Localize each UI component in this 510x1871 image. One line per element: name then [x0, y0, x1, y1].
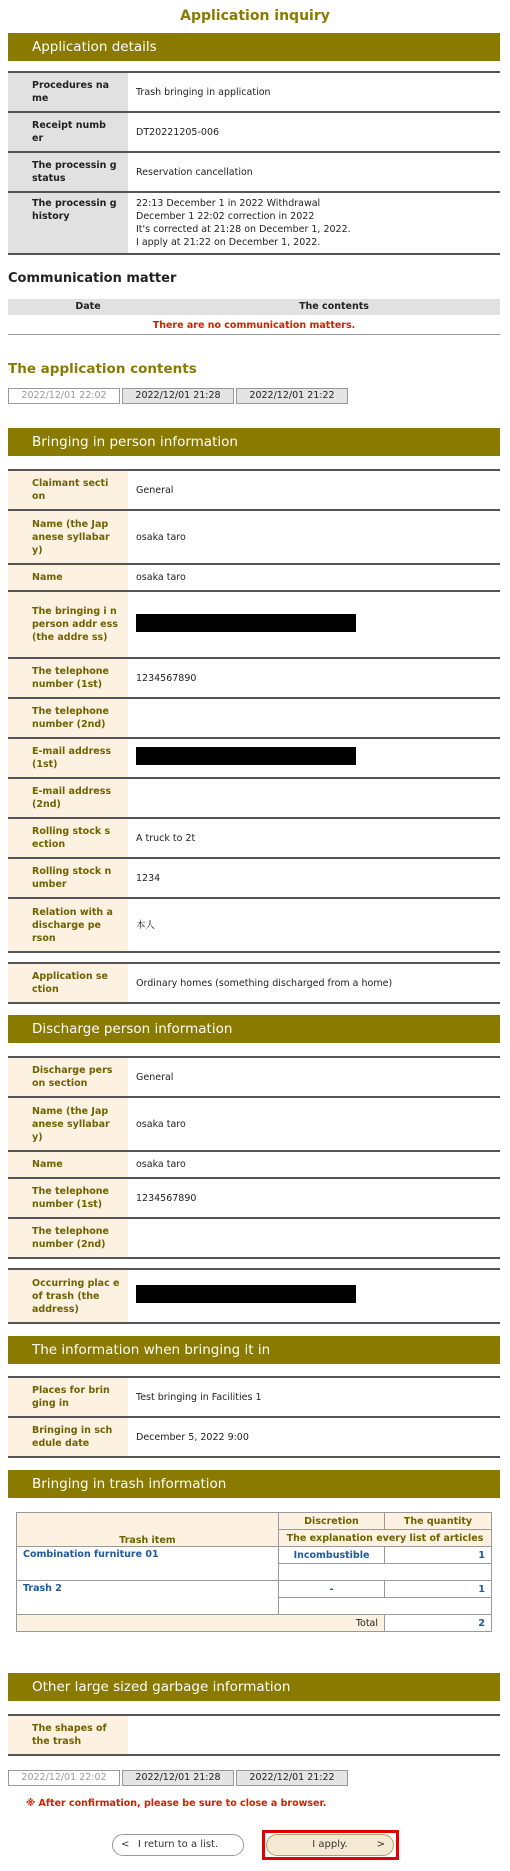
processing-history-value: 22:13 December 1 in 2022 Withdrawal December 1 22:02 correction in 2022 It's corrected at 21:28 on December 1, 2022. I apply at 21:22 on December 1, 2022. [128, 192, 500, 254]
application-contents-heading: The application contents [8, 361, 197, 377]
discharge-name-label: Name [8, 1151, 128, 1178]
other-garbage-table [8, 1714, 500, 1756]
bringing-in-address-value [128, 591, 500, 658]
receipt-number-value: DT20221205-006 [128, 112, 500, 152]
receipt-number-label: Receipt numb er [8, 112, 128, 152]
bringing-in-person-table [8, 469, 500, 953]
rolling-stock-number-label: Rolling stock n umber [8, 858, 128, 898]
version-tabs-top [8, 388, 348, 404]
trash-item-explanation [279, 1598, 492, 1615]
places-value: Test bringing in Facilities 1 [128, 1377, 500, 1417]
redacted-block [136, 614, 356, 632]
occurring-place-table [8, 1268, 500, 1324]
telephone-1-label: The telephone number (1st) [8, 658, 128, 698]
application-details-heading: Application details [8, 33, 500, 61]
claimant-section-label: Claimant secti on [8, 470, 128, 510]
chevron-left-icon: < [121, 1839, 130, 1850]
occurring-place-label: Occurring plac e of trash (the address) [8, 1269, 128, 1323]
schedule-date-value: December 5, 2022 9:00 [128, 1417, 500, 1457]
telephone-1-value: 1234567890 [128, 658, 500, 698]
tab-version-2[interactable]: 2022/12/01 21:28 [122, 1770, 234, 1786]
discharge-name-kana-label: Name (the Jap anese syllabar y) [8, 1097, 128, 1151]
total-label: Total [17, 1615, 385, 1632]
claimant-section-value: General [128, 470, 500, 510]
communication-date-header: Date [75, 301, 101, 312]
tab-version-3[interactable]: 2022/12/01 21:22 [236, 1770, 348, 1786]
discharge-person-heading: Discharge person information [8, 1015, 500, 1043]
procedures-name-value: Trash bringing in application [128, 72, 500, 112]
discharge-section-label: Discharge pers on section [8, 1057, 128, 1097]
trash-item-discretion: - [279, 1581, 385, 1598]
return-to-list-button[interactable] [112, 1834, 244, 1856]
discretion-header: Discretion [279, 1513, 385, 1530]
quantity-header: The quantity [385, 1513, 492, 1530]
processing-status-label: The processin g status [8, 152, 128, 192]
bringing-in-info-table [8, 1376, 500, 1458]
trash-info-heading: Bringing in trash information [8, 1470, 500, 1498]
relation-label: Relation with a discharge pe rson [8, 898, 128, 952]
places-label: Places for brin ging in [8, 1377, 128, 1417]
trash-item-discretion: Incombustible [279, 1547, 385, 1564]
table-row [17, 1581, 492, 1598]
trash-shapes-label: The shapes of the trash [8, 1715, 128, 1755]
discharge-telephone-1-label: The telephone number (1st) [8, 1178, 128, 1218]
name-kana-label: Name (the Jap anese syllabar y) [8, 510, 128, 564]
redacted-block [136, 747, 356, 765]
processing-history-label: The processin g history [8, 192, 128, 254]
apply-button-highlight [262, 1830, 399, 1860]
discharge-name-kana-value: osaka taro [128, 1097, 500, 1151]
email-2-value [128, 778, 500, 818]
relation-value: 本人 [128, 898, 500, 952]
trash-shapes-value [128, 1715, 500, 1755]
telephone-2-value [128, 698, 500, 738]
communication-table-header [8, 299, 500, 315]
name-value: osaka taro [128, 564, 500, 591]
close-browser-notice: ※ After confirmation, please be sure to close a browser. [26, 1798, 327, 1809]
rolling-stock-section-value: A truck to 2t [128, 818, 500, 858]
email-2-label: E-mail address (2nd) [8, 778, 128, 818]
processing-status-value: Reservation cancellation [128, 152, 500, 192]
chevron-right-icon: > [376, 1839, 385, 1850]
communication-contents-header: The contents [299, 301, 369, 312]
discharge-person-table [8, 1056, 500, 1259]
trash-table [16, 1512, 492, 1632]
application-section-label: Application se ction [8, 963, 128, 1003]
tab-version-1[interactable]: 2022/12/01 22:02 [8, 1770, 120, 1786]
return-to-list-label: I return to a list. [137, 1839, 219, 1850]
tab-version-2[interactable]: 2022/12/01 21:28 [122, 388, 234, 404]
trash-item-name[interactable]: Trash 2 [17, 1581, 279, 1615]
page-title: Application inquiry [180, 8, 330, 24]
table-row [17, 1547, 492, 1564]
bringing-in-info-heading: The information when bringing it in [8, 1336, 500, 1364]
communication-heading: Communication matter [8, 271, 177, 286]
rolling-stock-number-value: 1234 [128, 858, 500, 898]
discharge-telephone-1-value: 1234567890 [128, 1178, 500, 1218]
trash-item-name[interactable]: Combination furniture 01 [17, 1547, 279, 1581]
name-label: Name [8, 564, 128, 591]
redacted-block [136, 1285, 356, 1303]
discharge-telephone-2-value [128, 1218, 500, 1258]
application-details-table [8, 71, 500, 255]
trash-item-quantity: 1 [385, 1547, 492, 1564]
application-section-value: Ordinary homes (something discharged from a home) [128, 963, 500, 1003]
rolling-stock-section-label: Rolling stock s ection [8, 818, 128, 858]
bringing-in-person-heading: Bringing in person information [8, 428, 500, 456]
trash-item-header: Trash item [17, 1513, 279, 1547]
tab-version-1[interactable]: 2022/12/01 22:02 [8, 388, 120, 404]
discharge-section-value: General [128, 1057, 500, 1097]
occurring-place-value [128, 1269, 500, 1323]
schedule-date-label: Bringing in sch edule date [8, 1417, 128, 1457]
trash-item-quantity: 1 [385, 1581, 492, 1598]
discharge-name-value: osaka taro [128, 1151, 500, 1178]
telephone-2-label: The telephone number (2nd) [8, 698, 128, 738]
trash-item-explanation [279, 1564, 492, 1581]
email-1-value [128, 738, 500, 778]
other-garbage-heading: Other large sized garbage information [8, 1673, 500, 1701]
name-kana-value: osaka taro [128, 510, 500, 564]
discharge-telephone-2-label: The telephone number (2nd) [8, 1218, 128, 1258]
explanation-header: The explanation every list of articles [279, 1530, 492, 1547]
communication-empty-message: There are no communication matters. [8, 317, 500, 335]
total-value: 2 [385, 1615, 492, 1632]
email-1-label: E-mail address (1st) [8, 738, 128, 778]
version-tabs-bottom [8, 1770, 348, 1786]
application-section-table [8, 962, 500, 1004]
tab-version-3[interactable]: 2022/12/01 21:22 [236, 388, 348, 404]
apply-label: I apply. [312, 1839, 348, 1850]
bringing-in-address-label: The bringing i n person addr ess (the addre ss) [8, 591, 128, 658]
procedures-name-label: Procedures na me [8, 72, 128, 112]
